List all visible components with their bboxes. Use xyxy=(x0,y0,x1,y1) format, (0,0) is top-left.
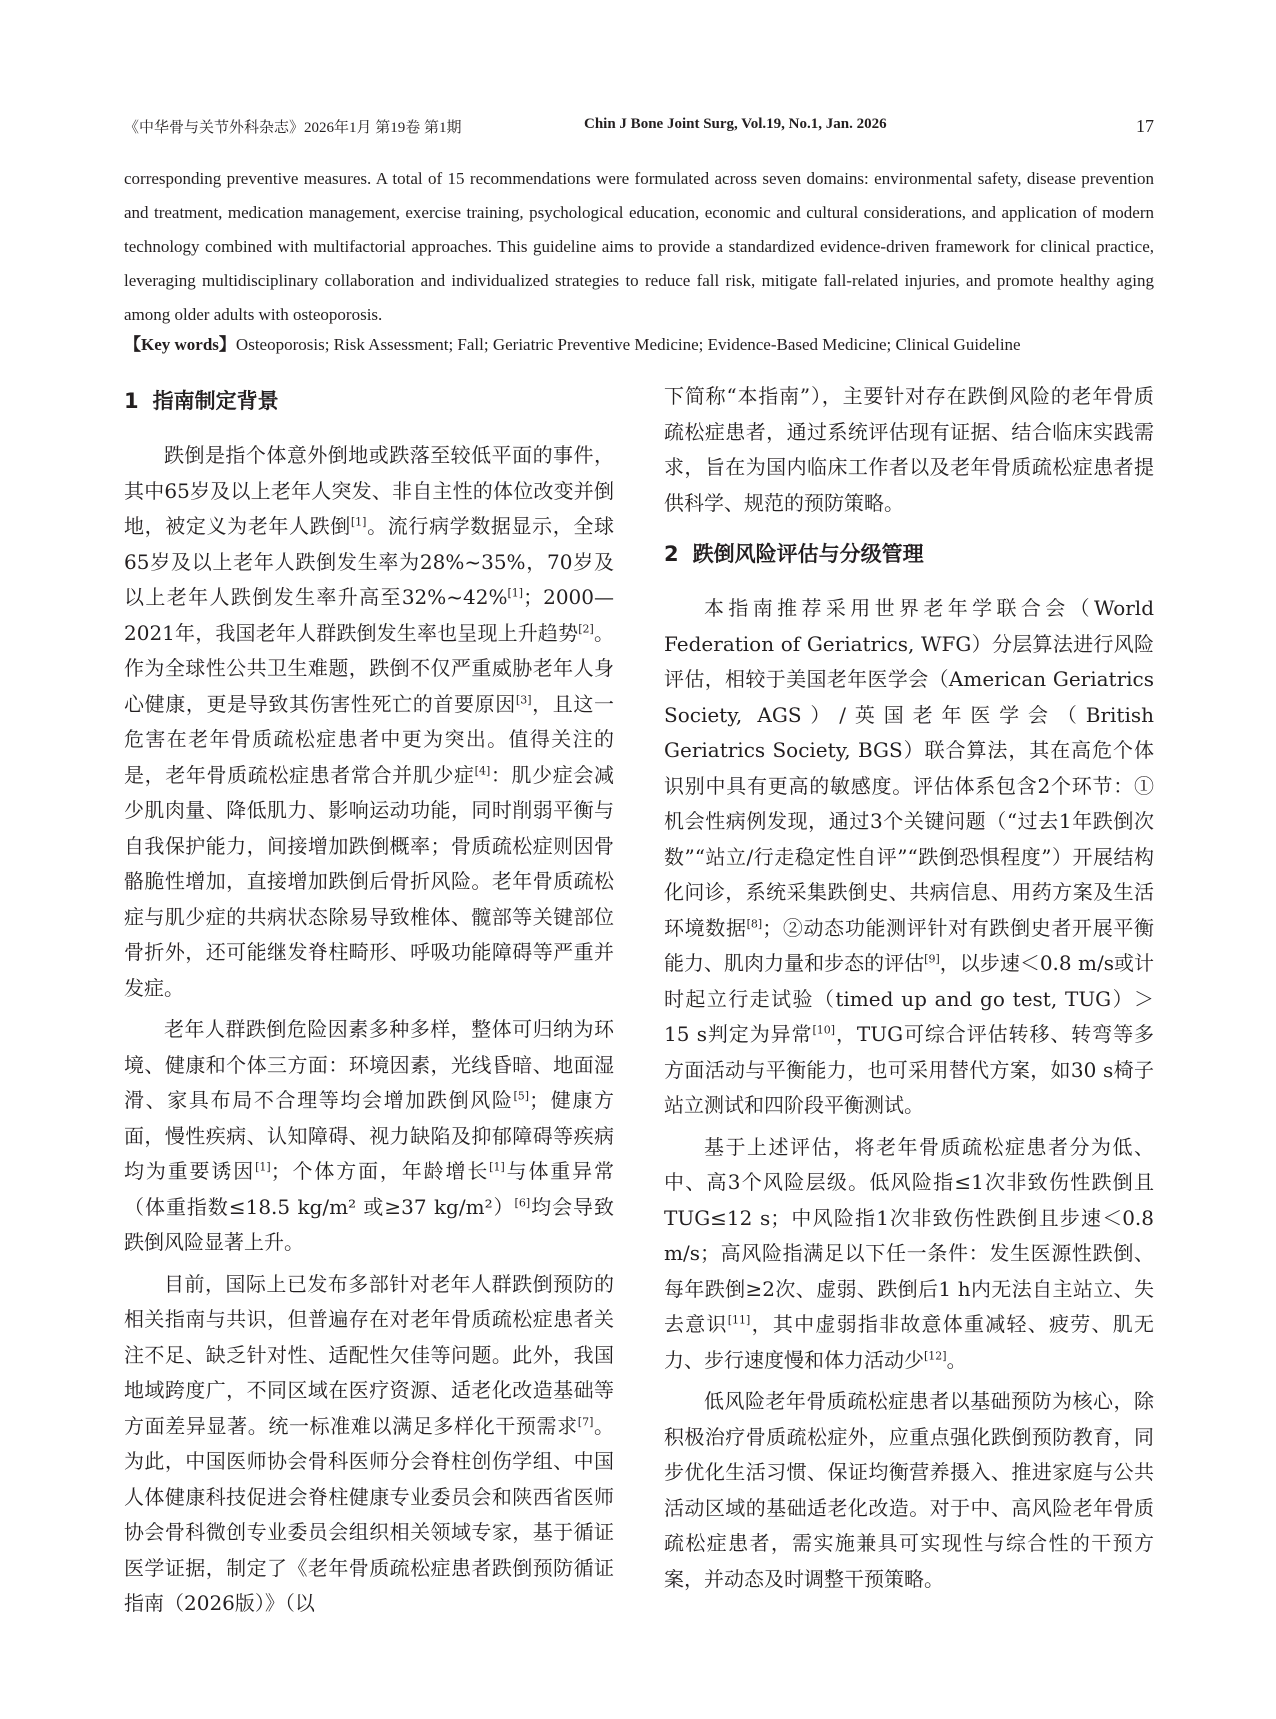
keywords-label: 【Key words】 xyxy=(124,335,236,354)
paragraph: 跌倒是指个体意外倒地或跌落至较低平面的事件，其中65岁及以上老年人突发、非自主性的体位改变并倒地，被定义为老年人跌倒[1]。流行病学数据显示，全球65岁及以上老年人跌倒发生率为28%~35%，70岁及以上老年人跌倒发生率升高至32%~42%[1]；2000—2021年，我国老年人群跌倒发生率也呈现上升趋势[2]。作为全球性公共卫生难题，跌倒不仅严重威胁老年人身心健康，更是导致其伤害性死亡的首要原因[3]，且这一危害在老年骨质疏松症患者中更为突出。值得关注的是，老年骨质疏松症患者常合并肌少症[4]：肌少症会减少肌肉量、降低肌力、影响运动功能，同时削弱平衡与自我保护能力，间接增加跌倒概率；骨质疏松症则因骨骼脆性增加，直接增加跌倒后骨折风险。老年骨质疏松症与肌少症的共病状态除易导致椎体、髋部等关键部位骨折外，还可能继发脊柱畸形、呼吸功能障碍等严重并发症。 xyxy=(124,443,615,1000)
citation[interactable]: [5] xyxy=(513,1089,530,1103)
abstract-text: corresponding preventive measures. A total of 15 recommendations were formulated across seven domains: environmental safety, disease prevention and treatment, medication management, exercise training, psychological education, economic and cultural considerations, and application of modern technology combined with multifactorial approaches. This guideline aims to provide a standardized evidence-driven framework for clinical practice, leveraging multidisciplinary collaboration and individualized strategies to reduce fall risk, mitigate fall-related injuries, and promote healthy aging among older adults with osteoporosis. xyxy=(124,169,1154,324)
page-number: 17 xyxy=(1136,116,1154,136)
citation[interactable]: [1] xyxy=(255,1160,271,1174)
section-title: 跌倒风险评估与分级管理 xyxy=(692,542,924,566)
citation[interactable]: [12] xyxy=(924,1348,947,1362)
citation[interactable]: [7] xyxy=(577,1414,594,1428)
paragraph: 本指南推荐采用世界老年学联合会（World Federation of Geriatrics, WFG）分层算法进行风险评估，相较于美国老年医学会（American Geriatrics Society, AGS）/英国老年医学会（British Geriatrics Society, BGS）联合算法，其在高危个体识别中具有更高的敏感度。评估体系包含2个环节：①机会性病例发现，通过3个关键问题（“过去1年跌倒次数”“站立/行走稳定性自评”“跌倒恐惧程度”）开展结构化问诊，系统采集跌倒史、共病信息、用药方案及生活环境数据[8]；②动态功能测评针对有跌倒史者开展平衡能力、肌肉力量和步态的评估[9]，以步速＜0.8 m/s或计时起立行走试验（timed up and go test, TUG）＞15 s判定为异常[10]，TUG可综合评估转移、转弯等多方面活动与平衡能力，也可采用替代方案，如30 s椅子站立测试和四阶段平衡测试。 xyxy=(664,596,1155,1117)
section-1-heading xyxy=(124,386,614,416)
citation[interactable]: [6] xyxy=(514,1195,531,1209)
citation[interactable]: [10] xyxy=(812,1023,836,1037)
citation[interactable]: [1] xyxy=(507,586,524,600)
citation[interactable]: [3] xyxy=(515,692,532,706)
running-header xyxy=(124,112,1154,142)
keywords-text: Osteoporosis; Risk Assessment; Fall; Geriatric Preventive Medicine; Evidence-Based Medicine; Clinical Guideline xyxy=(235,335,1021,354)
section-2-heading xyxy=(664,539,1154,569)
keywords xyxy=(124,333,1164,357)
abstract-continuation xyxy=(124,162,1154,332)
citation[interactable]: [11] xyxy=(727,1313,751,1327)
citation[interactable]: [2] xyxy=(578,621,594,635)
paragraph: 低风险老年骨质疏松症患者以基础预防为核心，除积极治疗骨质疏松症外，应重点强化跌倒预防教育，同步优化生活习惯、保证均衡营养摄入、推进家庭与公共活动区域的基础适老化改造。对于中、高风险老年骨质疏松症患者，需实施兼具可实现性与综合性的干预方案，并动态及时调整干预策略。 xyxy=(664,1389,1154,1591)
paragraph: 基于上述评估，将老年骨质疏松症患者分为低、中、高3个风险层级。低风险指≤1次非致伤性跌倒且TUG≤12 s；中风险指1次非致伤性跌倒且步速＜0.8 m/s；高风险指满足以下任一条件：发生医源性跌倒、每年跌倒≥2次、虚弱、跌倒后1 h内无法自主站立、失去意识[11]，其中虚弱指非故意体重减轻、疲劳、肌无力、步行速度慢和体力活动少[12]。 xyxy=(664,1134,1155,1372)
section-title: 指南制定背景 xyxy=(152,389,279,413)
citation[interactable]: [1] xyxy=(350,515,367,529)
paragraph: 目前，国际上已发布多部针对老年人群跌倒预防的相关指南与共识，但普遍存在对老年骨质疏松症患者关注不足、缺乏针对性、适配性欠佳等问题。此外，我国地域跨度广，不同区域在医疗资源、适老化改造基础等方面差异显著。统一标准难以满足多样化干预需求[7]。为此，中国医师协会骨科医师分会脊柱创伤学组、中国人体健康科技促进会脊柱健康专业委员会和陕西省医师协会骨科微创专业委员会组织相关领域专家，基于循证医学证据，制定了《老年骨质疏松症患者跌倒预防循证指南（2026版）》（以 xyxy=(124,1271,615,1615)
citation[interactable]: [9] xyxy=(924,952,940,966)
paragraph-continuation: 下简称“本指南”），主要针对存在跌倒风险的老年骨质疏松症患者，通过系统评估现有证据、结合临床实践需求，旨在为国内临床工作者以及老年骨质疏松症患者提供科学、规范的预防策略。 xyxy=(664,384,1154,515)
left-column xyxy=(124,380,614,1628)
citation[interactable]: [1] xyxy=(489,1160,505,1174)
citation[interactable]: [8] xyxy=(746,916,763,930)
section-number: 1 xyxy=(124,389,139,413)
paragraph: 老年人群跌倒危险因素多种多样，整体可归纳为环境、健康和个体三方面：环境因素，光线昏暗、地面湿滑、家具布局不合理等均会增加跌倒风险[5]；健康方面，慢性疾病、认知障碍、视力缺陷及抑郁障碍等疾病均为重要诱因[1]；个体方面，年龄增长[1]与体重异常（体重指数≤18.5 kg/m² 或≥37 kg/m²）[6]均会导致跌倒风险显著上升。 xyxy=(124,1017,615,1254)
journal-citation-en: Chin J Bone Joint Surg, Vol.19, No.1, Jan. 2026 xyxy=(584,116,887,132)
citation[interactable]: [4] xyxy=(474,763,491,777)
journal-citation-cn: 《中华骨与关节外科杂志》2026年1月 第19卷 第1期 xyxy=(124,120,462,136)
right-column xyxy=(664,379,1154,1603)
section-number: 2 xyxy=(664,542,679,566)
